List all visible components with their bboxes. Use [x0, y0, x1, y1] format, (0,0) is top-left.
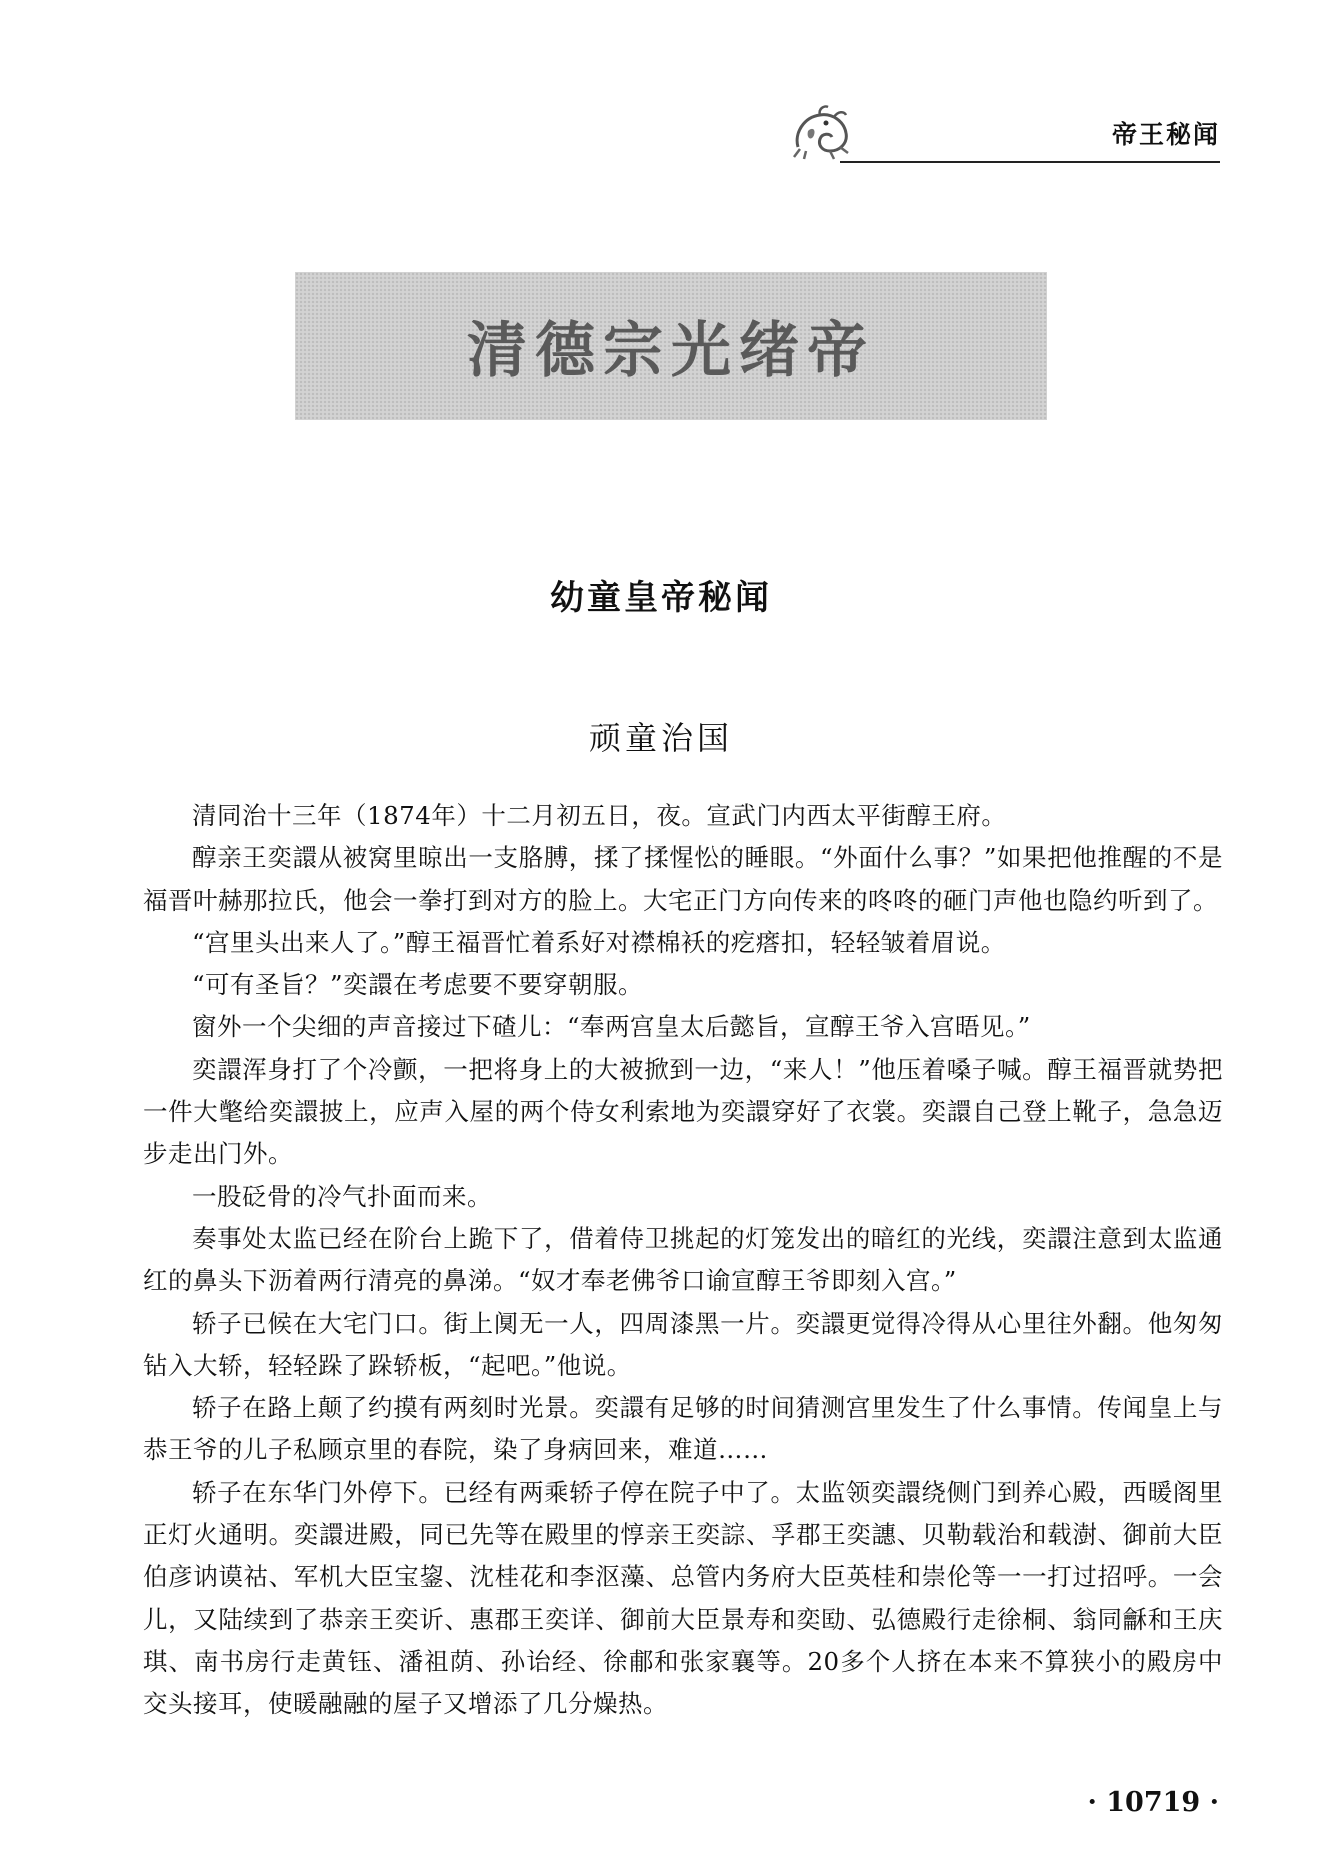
paragraph: 轿子在路上颠了约摸有两刻时光景。奕譞有足够的时间猜测宫里发生了什么事情。传闻皇上与恭王爷的儿子私顾京里的春院，染了身病回来，难道……	[143, 1393, 1223, 1465]
subsection-title: 顽童治国	[588, 719, 733, 757]
running-title: 帝王秘闻	[1111, 120, 1220, 149]
dragon-emblem-icon	[790, 103, 852, 161]
section-title: 幼童皇帝秘闻	[550, 578, 772, 618]
chapter-title: 清德宗光绪帝	[467, 316, 875, 386]
paragraph: 轿子已候在大宅门口。街上阒无一人，四周漆黑一片。奕譞更觉得冷得从心里往外翻。他匆匆钻入大轿，轻轻跺了跺轿板，“起吧。”他说。	[143, 1308, 1223, 1380]
paragraph: 醇亲王奕譞从被窝里晾出一支胳膊，揉了揉惺忪的睡眼。“外面什么事？”如果把他推醒的不是福晋叶赫那拉氏，他会一拳打到对方的脸上。大宅正门方向传来的咚咚的砸门声他也隐约听到了。	[143, 843, 1223, 915]
running-header	[790, 95, 1220, 167]
paragraph: 奏事处太监已经在阶台上跪下了，借着侍卫挑起的灯笼发出的暗红的光线，奕譞注意到太监通红的鼻头下沥着两行清亮的鼻涕。“奴才奉老佛爷口谕宣醇王爷即刻入宫。”	[143, 1223, 1223, 1296]
paragraph: 轿子在东华门外停下。已经有两乘轿子停在院子中了。太监领奕譞绕侧门到养心殿，西暖阁里正灯火通明。奕譞进殿，同已先等在殿里的惇亲王奕誴、孚郡王奕譓、贝勒载治和载澍、御前大臣伯彦讷谟祜、军机大臣宝鋆、沈桂花和李沤藻、总管内务府大臣英桂和崇伦等一一打过招呼。一会儿，又陆续到了恭亲王奕䜣、惠郡王奕详、御前大臣景寿和奕劻、弘德殿行走徐桐、翁同龢和王庆琪、南书房行走黄钰、潘祖荫、孙诒经、徐郙和张家襄等。20多个人挤在本来不算狭小的殿房中交头接耳，使暖融融的屋子又增添了几分燥热。	[143, 1477, 1223, 1719]
paragraph: “宫里头出来人了。”醇王福晋忙着系好对襟棉袄的疙瘩扣，轻轻皱着眉说。	[192, 927, 1006, 957]
paragraph: 窗外一个尖细的声音接过下碴儿：“奉两宫皇太后懿旨，宣醇王爷入宫晤见。”	[192, 1012, 1031, 1042]
page-number: · 10719 ·	[1087, 1787, 1219, 1818]
paragraph: 奕譞浑身打了个冷颤，一把将身上的大被掀到一边，“来人！”他压着嗓子喊。醇王福晋就势把一件大氅给奕譞披上，应声入屋的两个侍女利索地为奕譞穿好了衣裳。奕譞自己登上靴子，急急迈步走出门外。	[143, 1054, 1223, 1169]
header-divider	[840, 161, 1220, 163]
paragraph: 清同治十三年（1874年）十二月初五日，夜。宣武门内西太平街醇王府。	[192, 801, 1007, 830]
paragraph: 一股砭骨的冷气扑面而来。	[192, 1181, 492, 1211]
paragraph: “可有圣旨？”奕譞在考虑要不要穿朝服。	[192, 970, 644, 1000]
chapter-banner	[295, 272, 1047, 420]
body-text	[143, 795, 1223, 1726]
